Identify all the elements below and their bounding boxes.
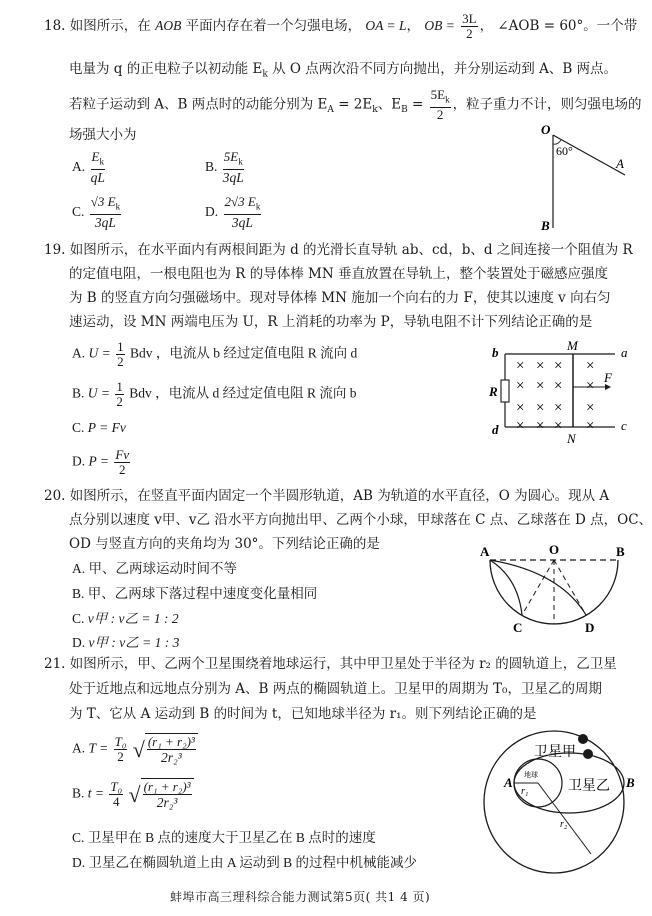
label-D: D xyxy=(585,620,595,635)
label-B: B xyxy=(541,218,550,233)
figure-20-semicircle-track xyxy=(470,542,630,642)
radius-OC xyxy=(522,560,554,615)
magnetic-field-crosses xyxy=(516,358,594,434)
field-cross: × xyxy=(536,418,545,434)
option-19-b[interactable]: B. U = $\frac{1}{2}$ Bdv ，电流从 d 经过定值电阻 R 流向 b xyxy=(72,379,357,409)
label-R: R xyxy=(489,384,498,399)
field-cross: × xyxy=(554,358,563,374)
question-number: 18. xyxy=(44,18,66,34)
option-18-c[interactable]: C. $\frac{√3 E_k}{3qL}$ xyxy=(72,194,121,230)
page-footer: 蚌埠市高三理科综合能力测试第5页( 共1 4 页) xyxy=(170,890,431,904)
option-19-d[interactable]: D. P = $\frac{Fv}{2}$ xyxy=(72,447,130,477)
resistor-R xyxy=(501,380,509,402)
option-21-d[interactable]: D. 卫星乙在椭圆轨道上由 A 运动到 B 的过程中机械能减少 xyxy=(72,855,418,870)
label-b: b xyxy=(492,345,499,360)
option-18-a[interactable]: A. $\frac{E_k}{qL}$ xyxy=(72,149,105,185)
question-18-line-4: 场强大小为 xyxy=(69,127,137,143)
field-cross: × xyxy=(516,378,525,394)
question-number: 19. xyxy=(44,242,66,258)
field-cross: × xyxy=(536,378,545,394)
figure-18-angle-diagram xyxy=(530,120,630,235)
field-cross: × xyxy=(516,400,525,416)
field-cross: × xyxy=(554,378,563,394)
option-20-d[interactable]: D. v甲 : v乙 = 1 : 3 xyxy=(72,635,180,650)
question-19-line-4: 速运动，设 MN 两端电压为 U，R 上消耗的功率为 P，导轨电阻不计下列结论正确的是 xyxy=(69,314,593,330)
option-18-d[interactable]: D. $\frac{2√3 E_k}{3qL}$ xyxy=(205,194,261,230)
label-earth: 地球 xyxy=(524,771,538,779)
label-satellite-jia: 卫星甲 xyxy=(534,745,576,760)
label-O: O xyxy=(541,122,551,137)
field-cross: × xyxy=(536,358,545,374)
question-20-line-1: 20. 如图所示，在竖直平面内固定一个半圆形轨道，AB 为轨道的水平直径，O 为圆心。现从 A xyxy=(44,488,610,504)
field-cross: × xyxy=(516,418,525,434)
field-cross: × xyxy=(516,358,525,374)
label-O: O xyxy=(549,542,560,557)
field-cross: × xyxy=(586,378,595,394)
label-F: F xyxy=(604,370,612,385)
trajectory-jia xyxy=(490,560,522,615)
label-N: N xyxy=(567,431,576,446)
label-a: a xyxy=(621,345,628,360)
field-cross: × xyxy=(536,400,545,416)
field-cross: × xyxy=(586,358,595,374)
fraction-3L-over-2: $\frac{3L}{2}$ xyxy=(462,11,477,41)
square-root: √ $\frac{\text{(r₁ + r₂)³}}{\text{2r₂³}}$ xyxy=(129,778,194,811)
question-19-line-1: 19. 如图所示，在水平面内有两根间距为 d 的光滑长直导轨 ab、cd，b、d 之间连接一个阻值为 R xyxy=(44,242,633,258)
radius-OD xyxy=(554,560,586,615)
label-B: B xyxy=(626,775,635,790)
label-d: d xyxy=(492,422,499,437)
option-19-c[interactable]: C. P = Fv xyxy=(72,420,126,435)
label-B: B xyxy=(616,544,625,559)
label-c: c xyxy=(621,418,627,433)
question-19-line-3: 为 B 的竖直方向匀强磁场中。现对导体棒 MN 施加一个向右的力 F，使其以速度 v 向右匀 xyxy=(69,290,611,306)
label-angle: 60° xyxy=(556,144,573,158)
question-20-line-2: 点分别以速度 v甲、v乙 沿水平方向抛出甲、乙两个小球，甲球落在 C 点、乙球落在 D 点，OC、 xyxy=(69,512,652,528)
fraction-5Ek-over-2: $\frac{5E_k}{2}$ xyxy=(430,87,450,122)
option-18-b[interactable]: B. $\frac{5E_k}{3qL}$ xyxy=(205,149,244,185)
label-M: M xyxy=(567,338,578,353)
satellite-jia xyxy=(578,734,588,744)
option-20-c[interactable]: C. v甲 : v乙 = 1 : 2 xyxy=(72,611,179,626)
label-r2: r₂ xyxy=(560,819,568,830)
question-number: 20. xyxy=(44,488,66,504)
option-19-a[interactable]: A. U = $\frac{1}{2}$ Bdv ，电流从 b 经过定值电阻 R 流向 d xyxy=(72,339,358,369)
question-18-line-2: 电量为 q 的正电粒子以初动能 $E_k$ 从 O 点两次沿不同方向抛出，并分别运动到 A、B 两点。 xyxy=(69,61,618,80)
option-20-b[interactable]: B. 甲、乙两球下落过程中速度变化量相同 xyxy=(72,586,318,601)
figure-21-satellite-orbits xyxy=(472,727,635,877)
label-A: A xyxy=(504,775,513,790)
field-cross: × xyxy=(554,400,563,416)
question-19-line-2: 的定值电阻，一根电阻也为 R 的导体棒 MN 垂直放置在导轨上，整个装置处于磁感应强度 xyxy=(69,266,608,282)
satellite-yi xyxy=(583,749,593,759)
figure-19-rail-circuit xyxy=(488,340,633,448)
square-root: √ $\frac{\text{(r₁ + r₂)³}}{\text{2r₂³}}$ xyxy=(133,733,198,766)
field-cross: × xyxy=(554,418,563,434)
question-21-line-2: 处于近地点和远地点分别为 A、B 两点的椭圆轨道上。卫星甲的周期为 T₀，卫星乙的周期 xyxy=(69,681,602,697)
label-r1: r₁ xyxy=(521,786,529,797)
label-C: C xyxy=(513,620,523,635)
question-number: 21. xyxy=(44,656,66,672)
question-21-line-1: 21. 如图所示，甲、乙两个卫星围绕着地球运行，其中甲卫星处于半径为 r₂ 的圆轨道上，乙卫星 xyxy=(44,656,617,672)
field-cross: × xyxy=(586,418,595,434)
question-21-line-3: 为 T、它从 A 运动到 B 的时间为 t，已知地球半径为 r₁。则下列结论正确的是 xyxy=(69,706,537,722)
label-A: A xyxy=(480,544,490,559)
option-20-a[interactable]: A. 甲、乙两球运动时间不等 xyxy=(72,561,237,576)
field-cross: × xyxy=(586,400,595,416)
question-20-line-3: OD 与竖直方向的夹角均为 30°。下列结论正确的是 xyxy=(69,536,380,552)
label-satellite-yi: 卫星乙 xyxy=(568,779,610,794)
label-A: A xyxy=(616,156,624,171)
question-18-line-3: 若粒子运动到 A、B 两点时的动能分别为 $E_A = 2E_k$、$E_B$ = $\frac{5E_k}{2}$ ，粒子重力不计，则匀强电场的 xyxy=(69,87,642,122)
option-21-a[interactable]: A. T = $\frac{\text{T₀}}{2}$ √ $\frac{\text{(r₁ + r₂)³}}{\text{2r₂³}}$ xyxy=(72,733,198,766)
option-21-b[interactable]: B. t = $\frac{\text{T₀}}{4}$ √ $\frac{\text{(r₁ + r₂)³}}{\text{2r₂³}}$ xyxy=(72,778,194,811)
question-18-line-1: 18. 如图所示，在 AOB 平面内存在着一个匀强电场， OA = L， OB = $\frac{3L}{2}$ ， ∠AOB = 60°。一个带 xyxy=(44,11,638,41)
option-21-c[interactable]: C. 卫星甲在 B 点的速度大于卫星乙在 B 点时的速度 xyxy=(72,830,376,845)
